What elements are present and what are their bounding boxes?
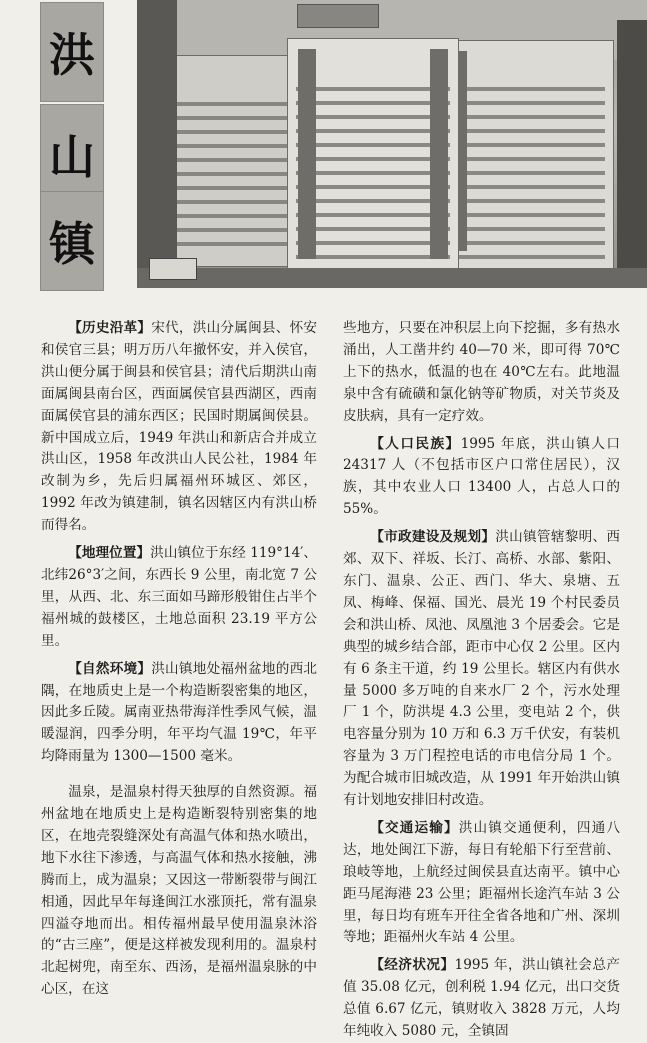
paragraph-hot-spring-cont: 些地方，只要在冲积层上向下挖掘，多有热水涌出，人工凿井约 40—70 米，即可得 70℃上下的热水，低温的也在 40℃左右。此地温泉中含有硫磺和氯化钠等矿物质，对关节炎及皮肤病，具有一定疗效。 bbox=[343, 320, 620, 424]
paragraph-economy: 【经济状况】1995 年，洪山镇社会总产值 35.08 亿元，创利税 1.94 亿元，出口交货总值 6.67 亿元，镇财收入 3828 万元，人均年纯收入 5080 元，全镇固 bbox=[343, 957, 620, 1040]
right-text-column bbox=[343, 318, 620, 1043]
title-char-shan: 山 bbox=[40, 104, 104, 204]
paragraph-population: 【人口民族】1995 年底，洪山镇人口 24317 人（不包括市区户口常住居民），汉族，其中农业人口 13400 人，占总人口的 55%。 bbox=[343, 435, 621, 518]
paragraph-transport: 【交通运输】洪山镇交通便利，四通八达，地处闽江下游，每日有轮船下行至营前、琅岐等地，上航经过闽侯县直达南平。镇中心距马尾海港 23 公里；距福州长途汽车站 3 公里，每日均有班车开往全省各地和广州、深圳等地；距福州火车站 4 公里。 bbox=[343, 819, 621, 946]
paragraph-environment: 【自然环境】洪山镇地处福州盆地的西北隅，在地质史上是一个构造断裂密集的地区，因此多丘陵。属南亚热带海洋性季风气候，温暖湿润，四季分明，年平均气温 19℃，年平均降雨量为 1300—1500 毫米。 bbox=[41, 660, 318, 765]
title-char-zhen: 镇 bbox=[40, 191, 104, 291]
paragraph-municipal: 【市政建设及规划】洪山镇管辖黎明、西郊、双下、祥坂、长汀、高桥、水部、紫阳、东门、温泉、公正、西门、华大、泉塘、五凤、梅峰、保福、国光、晨光 19 个村民委员会和洪山桥、凤池、凤凰池 3 个居委会。它是典型的城乡结合部，距市中心仅 2 公里。区内有 6 条主干道，约 19 公里长。辖区内有供水量 5000 多万吨的自来水厂 2 个，污水处理厂 1 个，防洪堤 4.3 公里，变电站 2 个，供电容量分别为 10 万和 6.3 万千伏安，有装机容量为 3 万门程控电话的市电信分局 1 个。为配合城市旧城改造，从 1991 年开始洪山镇有计划地安排旧村改造。 bbox=[343, 529, 621, 809]
paragraph-location: 【地理位置】洪山镇位于东经 119°14′、北纬26°3′之间，东西长 9 公里，南北宽 7 公里，从西、北、东三面如马蹄形般钳住占半个福州城的鼓楼区，土地总面积 23.19 平方公里。 bbox=[41, 545, 317, 649]
left-text-column bbox=[41, 318, 317, 1001]
town-building-photo bbox=[137, 0, 647, 288]
paragraph-hot-spring: 温泉，是温泉村得天独厚的自然资源。福州盆地在地质史上是构造断裂特别密集的地区，在地壳裂缝深处有高温气体和热水喷出，地下水往下渗透，与高温气体和热水接触，沸腾而上，成为温泉；又因这一带断裂带与闽江相通，因此早年每逢闽江水涨顶托，常有温泉四溢夺地而出。相传福州最早使用温泉沐浴的“古三座”，便是这样被发现利用的。温泉村北起树兜，南至东、西汤，是福州温泉脉的中心区，在这 bbox=[41, 784, 317, 998]
title-char-hong: 洪 bbox=[40, 2, 104, 102]
paragraph-history: 【历史沿革】宋代，洪山分属闽县、怀安和侯官三县；明万历八年撤怀安，并入侯官，洪山便分属于闽县和侯官县；清代后期洪山南面属闽县南台区，西面属侯官县西湖区，西南面属侯官县的浦东西区；民国时期属闽侯县。新中国成立后，1949 年洪山和新店合并成立洪山区，1958 年改洪山人民公社，1984 年改制为乡，先后归属福州环城区、郊区，1992 年改为镇建制，镇名因辖区内有洪山桥而得名。 bbox=[41, 320, 318, 534]
